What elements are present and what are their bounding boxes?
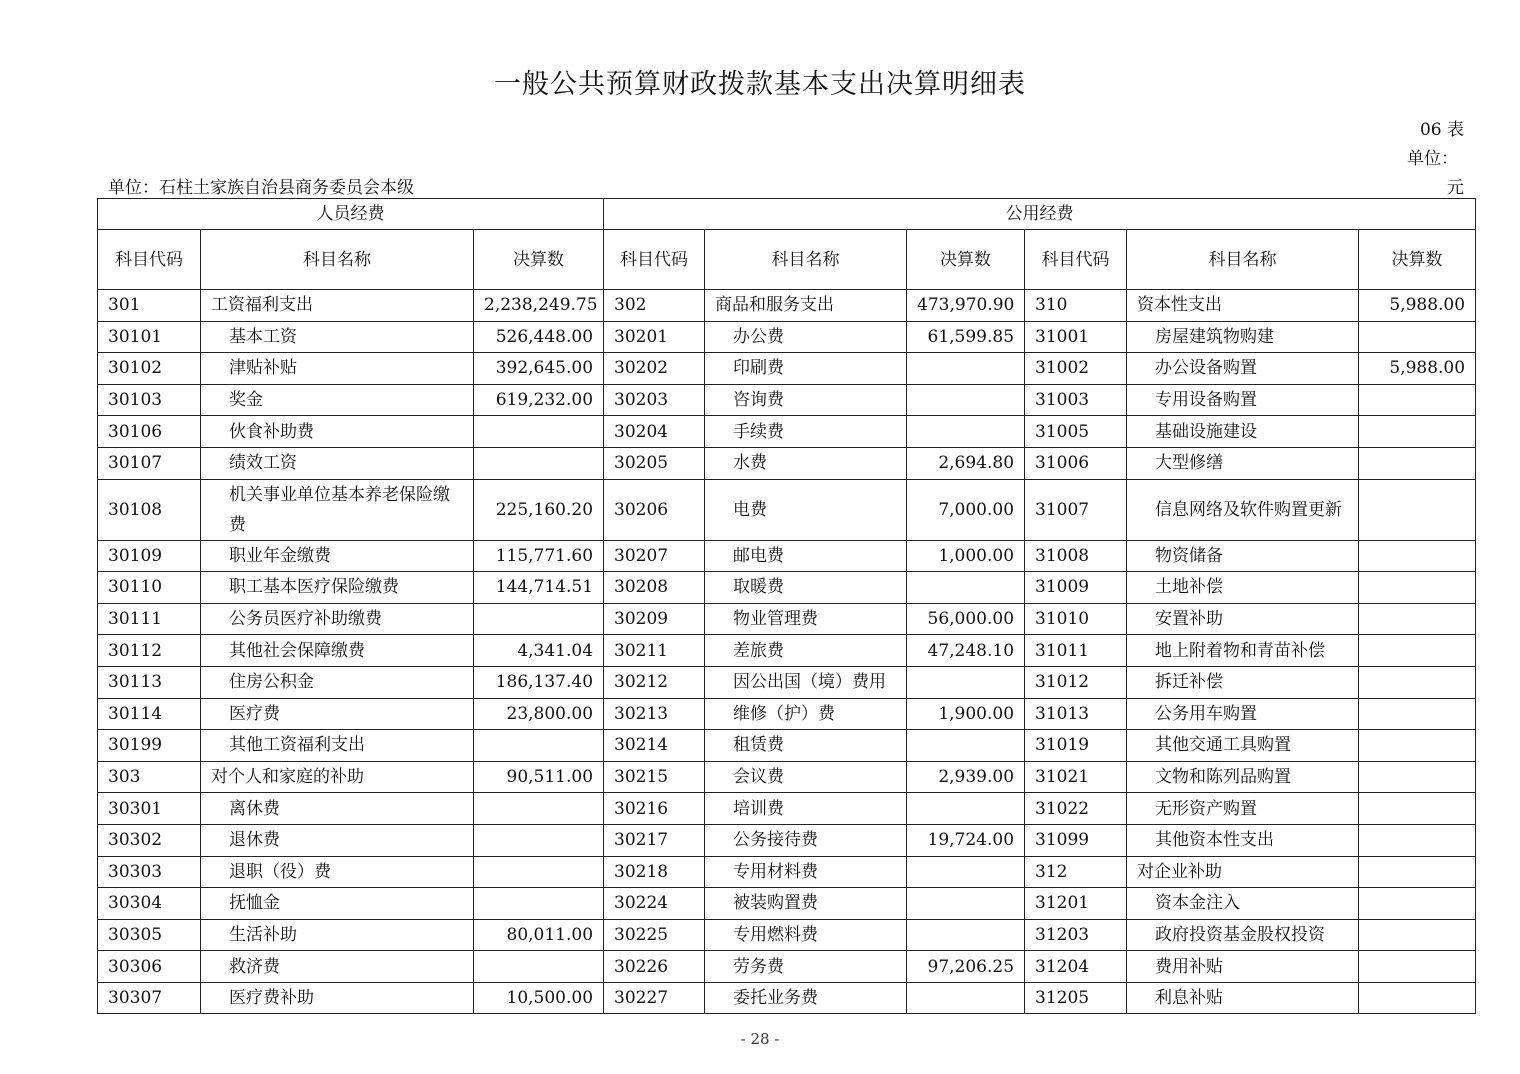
amount: [1359, 730, 1476, 762]
page-number: - 28 -: [740, 1030, 780, 1048]
account-name: 公务用车购置: [1127, 698, 1359, 730]
account-name: 培训费: [705, 793, 907, 825]
amount: [1359, 793, 1476, 825]
account-code: 30307: [98, 982, 201, 1014]
amount: 2,238,249.75: [474, 290, 604, 322]
account-code: 31013: [1025, 698, 1127, 730]
account-code: 30218: [604, 856, 705, 888]
amount: [907, 416, 1025, 448]
account-name: 基础设施建设: [1127, 416, 1359, 448]
amount: [907, 982, 1025, 1014]
account-code: 31021: [1025, 761, 1127, 793]
account-code: 31012: [1025, 666, 1127, 698]
account-code: 30114: [98, 698, 201, 730]
amount: [907, 856, 1025, 888]
amount: [1359, 479, 1476, 540]
account-code: 31009: [1025, 572, 1127, 604]
account-code: 30305: [98, 919, 201, 951]
account-code: 31022: [1025, 793, 1127, 825]
account-name: 其他交通工具购置: [1127, 730, 1359, 762]
account-code: 30112: [98, 635, 201, 667]
amount: 23,800.00: [474, 698, 604, 730]
account-code: 30111: [98, 603, 201, 635]
account-code: 30211: [604, 635, 705, 667]
account-code: 30216: [604, 793, 705, 825]
account-code: 31010: [1025, 603, 1127, 635]
group-header-row: [98, 199, 1476, 230]
col-header: 科目名称: [1127, 230, 1359, 290]
account-code: 30209: [604, 603, 705, 635]
account-name: 大型修缮: [1127, 447, 1359, 479]
table-row: [98, 635, 1476, 667]
account-code: 30208: [604, 572, 705, 604]
account-name: 退休费: [201, 824, 474, 856]
table-row: [98, 572, 1476, 604]
group-public: 公用经费: [604, 199, 1476, 230]
account-code: 30103: [98, 384, 201, 416]
account-code: 30199: [98, 730, 201, 762]
amount: 19,724.00: [907, 824, 1025, 856]
amount: [1359, 635, 1476, 667]
amount: 5,988.00: [1359, 290, 1476, 322]
amount: 90,511.00: [474, 761, 604, 793]
amount: [474, 603, 604, 635]
account-name: 其他社会保障缴费: [201, 635, 474, 667]
amount: [1359, 888, 1476, 920]
account-name: 其他工资福利支出: [201, 730, 474, 762]
account-name: 医疗费: [201, 698, 474, 730]
account-name: 政府投资基金股权投资: [1127, 919, 1359, 951]
amount: 186,137.40: [474, 666, 604, 698]
col-header: 科目代码: [1025, 230, 1127, 290]
account-name: 咨询费: [705, 384, 907, 416]
account-code: 30204: [604, 416, 705, 448]
amount: [474, 824, 604, 856]
amount: [1359, 856, 1476, 888]
account-name: 抚恤金: [201, 888, 474, 920]
account-code: 30206: [604, 479, 705, 540]
amount: 392,645.00: [474, 353, 604, 385]
account-name: 职工基本医疗保险缴费: [201, 572, 474, 604]
account-code: 30113: [98, 666, 201, 698]
amount: 7,000.00: [907, 479, 1025, 540]
account-name: 专用燃料费: [705, 919, 907, 951]
account-code: 30106: [98, 416, 201, 448]
account-code: 31008: [1025, 540, 1127, 572]
amount: 1,000.00: [907, 540, 1025, 572]
amount: [1359, 416, 1476, 448]
table-row: [98, 888, 1476, 920]
account-name: 利息补贴: [1127, 982, 1359, 1014]
account-name: 物资储备: [1127, 540, 1359, 572]
table-row: [98, 730, 1476, 762]
account-code: 31203: [1025, 919, 1127, 951]
account-name: 文物和陈列品购置: [1127, 761, 1359, 793]
account-code: 30214: [604, 730, 705, 762]
account-name: 公务员医疗补助缴费: [201, 603, 474, 635]
table-row: [98, 698, 1476, 730]
account-name: 取暖费: [705, 572, 907, 604]
col-header: 科目代码: [604, 230, 705, 290]
account-name: 绩效工资: [201, 447, 474, 479]
account-code: 30205: [604, 447, 705, 479]
account-code: 30107: [98, 447, 201, 479]
table-row: [98, 793, 1476, 825]
account-name: 因公出国（境）费用: [705, 666, 907, 698]
amount: [474, 888, 604, 920]
account-code: 30302: [98, 824, 201, 856]
amount: [1359, 824, 1476, 856]
table-row: [98, 919, 1476, 951]
account-code: 302: [604, 290, 705, 322]
amount: [1359, 761, 1476, 793]
account-name: 土地补偿: [1127, 572, 1359, 604]
col-header: 决算数: [474, 230, 604, 290]
amount: 2,939.00: [907, 761, 1025, 793]
col-header: 科目名称: [705, 230, 907, 290]
amount: [474, 730, 604, 762]
amount: 1,900.00: [907, 698, 1025, 730]
account-name: 维修（护）费: [705, 698, 907, 730]
amount: [474, 793, 604, 825]
account-name: 津贴补贴: [201, 353, 474, 385]
table-row: [98, 353, 1476, 385]
account-code: 30217: [604, 824, 705, 856]
amount: 225,160.20: [474, 479, 604, 540]
amount: 526,448.00: [474, 321, 604, 353]
account-name: 差旅费: [705, 635, 907, 667]
account-name: 医疗费补助: [201, 982, 474, 1014]
organization-label: 单位：石柱土家族自治县商务委员会本级: [108, 178, 414, 198]
account-name: 救济费: [201, 951, 474, 983]
account-name: 水费: [705, 447, 907, 479]
amount: 80,011.00: [474, 919, 604, 951]
amount: 2,694.80: [907, 447, 1025, 479]
table-body: [98, 290, 1476, 1014]
account-code: 31204: [1025, 951, 1127, 983]
account-name: 住房公积金: [201, 666, 474, 698]
account-code: 31201: [1025, 888, 1127, 920]
amount: 4,341.04: [474, 635, 604, 667]
amount: [474, 416, 604, 448]
account-code: 30201: [604, 321, 705, 353]
col-header: 决算数: [907, 230, 1025, 290]
table-row: [98, 856, 1476, 888]
account-code: 30306: [98, 951, 201, 983]
amount: [907, 919, 1025, 951]
account-code: 303: [98, 761, 201, 793]
account-name: 地上附着物和青苗补偿: [1127, 635, 1359, 667]
account-name: 专用设备购置: [1127, 384, 1359, 416]
amount: 619,232.00: [474, 384, 604, 416]
amount: [1359, 384, 1476, 416]
page-title: 一般公共预算财政拨款基本支出决算明细表: [494, 69, 1026, 100]
account-name: 伙食补助费: [201, 416, 474, 448]
amount: [907, 730, 1025, 762]
amount: [1359, 666, 1476, 698]
table-row: [98, 384, 1476, 416]
amount: [1359, 919, 1476, 951]
account-name: 办公费: [705, 321, 907, 353]
account-code: 30227: [604, 982, 705, 1014]
amount: [907, 353, 1025, 385]
account-code: 31001: [1025, 321, 1127, 353]
account-name: 奖金: [201, 384, 474, 416]
account-name: 拆迁补偿: [1127, 666, 1359, 698]
account-name: 基本工资: [201, 321, 474, 353]
account-name: 职业年金缴费: [201, 540, 474, 572]
account-name: 退职（役）费: [201, 856, 474, 888]
amount: [907, 793, 1025, 825]
account-code: 31011: [1025, 635, 1127, 667]
account-code: 30110: [98, 572, 201, 604]
amount: [907, 384, 1025, 416]
account-code: 30203: [604, 384, 705, 416]
amount: 10,500.00: [474, 982, 604, 1014]
account-code: 30108: [98, 479, 201, 540]
account-name: 资本性支出: [1127, 290, 1359, 322]
account-code: 31007: [1025, 479, 1127, 540]
account-name: 委托业务费: [705, 982, 907, 1014]
account-name: 商品和服务支出: [705, 290, 907, 322]
account-code: 31205: [1025, 982, 1127, 1014]
table-row: [98, 603, 1476, 635]
table-number: 06 表: [1419, 120, 1464, 140]
account-code: 30207: [604, 540, 705, 572]
account-code: 30303: [98, 856, 201, 888]
col-header: 决算数: [1359, 230, 1476, 290]
account-code: 30202: [604, 353, 705, 385]
account-code: 30215: [604, 761, 705, 793]
amount: 144,714.51: [474, 572, 604, 604]
account-name: 机关事业单位基本养老保险缴费: [201, 479, 474, 540]
account-code: 30109: [98, 540, 201, 572]
table-row: [98, 982, 1476, 1014]
table-row: [98, 290, 1476, 322]
col-header: 科目名称: [201, 230, 474, 290]
amount: 97,206.25: [907, 951, 1025, 983]
account-name: 邮电费: [705, 540, 907, 572]
amount: [1359, 447, 1476, 479]
account-name: 专用材料费: [705, 856, 907, 888]
amount: [1359, 951, 1476, 983]
account-code: 31003: [1025, 384, 1127, 416]
account-code: 312: [1025, 856, 1127, 888]
amount: 473,970.90: [907, 290, 1025, 322]
account-name: 生活补助: [201, 919, 474, 951]
amount: [1359, 698, 1476, 730]
account-name: 信息网络及软件购置更新: [1127, 479, 1359, 540]
table-row: [98, 761, 1476, 793]
account-name: 对企业补助: [1127, 856, 1359, 888]
account-code: 30101: [98, 321, 201, 353]
account-code: 30226: [604, 951, 705, 983]
amount: 115,771.60: [474, 540, 604, 572]
col-header: 科目代码: [98, 230, 201, 290]
account-code: 31006: [1025, 447, 1127, 479]
amount: [474, 447, 604, 479]
amount: [474, 951, 604, 983]
account-code: 31005: [1025, 416, 1127, 448]
amount: [1359, 982, 1476, 1014]
table-row: [98, 479, 1476, 540]
account-code: 30212: [604, 666, 705, 698]
amount: 5,988.00: [1359, 353, 1476, 385]
account-name: 印刷费: [705, 353, 907, 385]
account-name: 手续费: [705, 416, 907, 448]
account-name: 劳务费: [705, 951, 907, 983]
table-row: [98, 824, 1476, 856]
amount: 61,599.85: [907, 321, 1025, 353]
table-row: [98, 321, 1476, 353]
column-header-row: [98, 230, 1476, 290]
account-code: 31019: [1025, 730, 1127, 762]
account-name: 电费: [705, 479, 907, 540]
account-name: 其他资本性支出: [1127, 824, 1359, 856]
account-code: 30224: [604, 888, 705, 920]
account-name: 会议费: [705, 761, 907, 793]
table-row: [98, 540, 1476, 572]
group-personnel: 人员经费: [98, 199, 604, 230]
account-code: 30102: [98, 353, 201, 385]
account-name: 对个人和家庭的补助: [201, 761, 474, 793]
account-name: 工资福利支出: [201, 290, 474, 322]
amount: 47,248.10: [907, 635, 1025, 667]
account-name: 房屋建筑物购建: [1127, 321, 1359, 353]
account-code: 30304: [98, 888, 201, 920]
table-row: [98, 666, 1476, 698]
account-code: 30301: [98, 793, 201, 825]
account-name: 办公设备购置: [1127, 353, 1359, 385]
amount: [1359, 572, 1476, 604]
account-code: 31099: [1025, 824, 1127, 856]
unit-value: 元: [1447, 178, 1464, 198]
amount: [1359, 540, 1476, 572]
table-row: [98, 416, 1476, 448]
account-code: 30225: [604, 919, 705, 951]
account-code: 301: [98, 290, 201, 322]
amount: [1359, 603, 1476, 635]
account-name: 安置补助: [1127, 603, 1359, 635]
account-code: 30213: [604, 698, 705, 730]
amount: [1359, 321, 1476, 353]
account-code: 310: [1025, 290, 1127, 322]
amount: [907, 888, 1025, 920]
account-name: 费用补贴: [1127, 951, 1359, 983]
account-name: 资本金注入: [1127, 888, 1359, 920]
account-name: 物业管理费: [705, 603, 907, 635]
unit-label: 单位：: [1407, 149, 1458, 169]
table-row: [98, 447, 1476, 479]
account-name: 无形资产购置: [1127, 793, 1359, 825]
amount: [907, 666, 1025, 698]
account-name: 被装购置费: [705, 888, 907, 920]
expenditure-table: [97, 198, 1476, 1014]
table-row: [98, 951, 1476, 983]
account-code: 31002: [1025, 353, 1127, 385]
account-name: 离休费: [201, 793, 474, 825]
account-name: 租赁费: [705, 730, 907, 762]
account-name: 公务接待费: [705, 824, 907, 856]
amount: [474, 856, 604, 888]
amount: [907, 572, 1025, 604]
amount: 56,000.00: [907, 603, 1025, 635]
